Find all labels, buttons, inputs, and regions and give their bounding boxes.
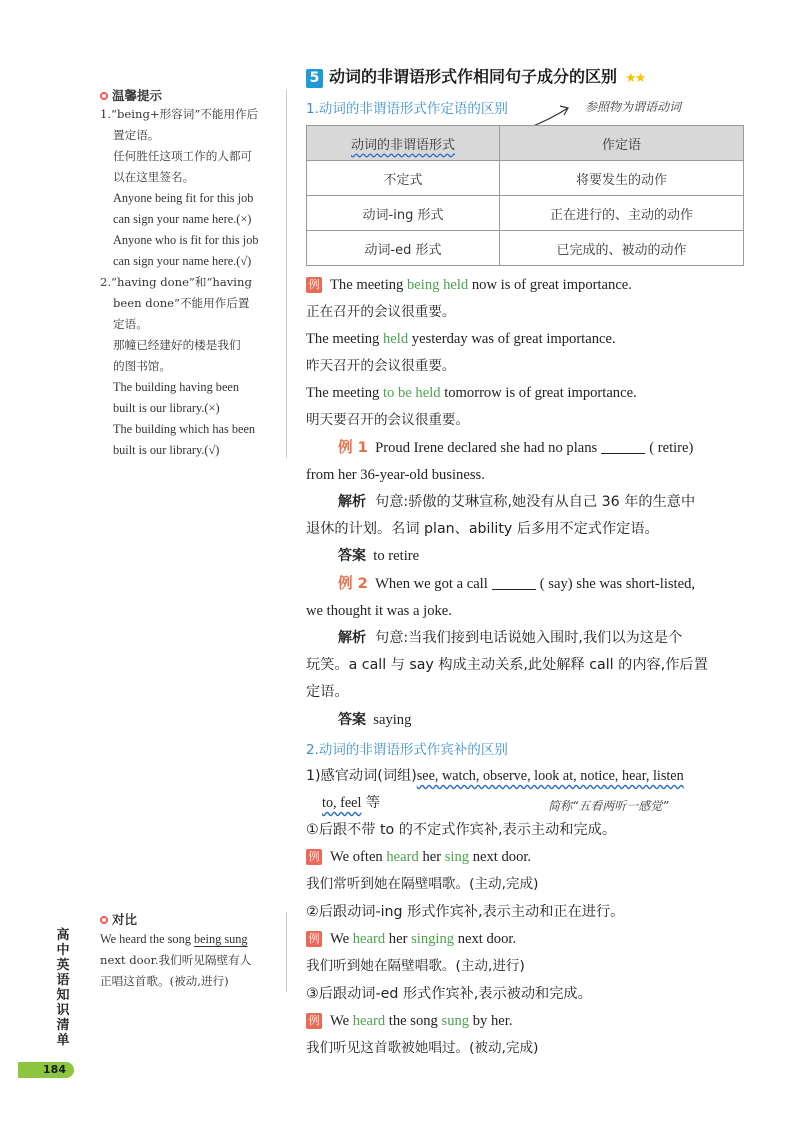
book-title-char: 高 — [56, 928, 70, 943]
sense-verbs-line: 1)感官动词(词组)see, watch, observe, look at, notice, hear, listen — [306, 768, 684, 784]
rule-3: ③后跟动词-ed 形式作宾补,表示被动和完成。 — [306, 986, 592, 1002]
part2-heading: 2.动词的非谓语形式作宾补的区别 — [306, 742, 508, 758]
answer-blank — [492, 589, 536, 590]
analysis-1: 解析 句意:骄傲的艾琳宣称,她没有从自己 36 年的生意中 — [338, 494, 696, 510]
tip-line: 定语。 — [113, 317, 148, 331]
part1-heading: 1.动词的非谓语形式作定语的区别 — [306, 101, 508, 117]
example-icon: 例 — [306, 849, 322, 865]
example-sentence: The meeting held yesterday was of great importance. — [306, 331, 616, 347]
compare-line: next door.我们听见隔壁有人 — [100, 953, 252, 967]
tip-line: 的图书馆。 — [113, 359, 171, 373]
answer-2: 答案 saying — [338, 712, 412, 728]
compare-underlined: being sung — [193, 932, 248, 946]
section-number: 5 — [306, 69, 323, 88]
book-title-vertical — [55, 928, 71, 1048]
example-translation: 明天要召开的会议很重要。 — [306, 412, 470, 428]
tip-line: 置定语。 — [113, 128, 160, 142]
question-1-cont: from her 36-year-old business. — [306, 467, 485, 483]
tip-line: been done”不能用作后置 — [113, 296, 250, 310]
example-translation: 正在召开的会议很重要。 — [306, 304, 456, 320]
book-title-char: 单 — [56, 1033, 70, 1048]
tip-heading — [100, 86, 162, 104]
table-header-cell: 作定语 — [500, 126, 744, 161]
question-2: 例 2 When we got a call ( say) she was short-listed, — [338, 575, 696, 592]
compare-line: 正唱这首歌。(被动,进行) — [100, 974, 229, 988]
tip-line: 那幢已经建好的楼是我们 — [113, 338, 241, 352]
book-title-char: 知 — [56, 988, 70, 1003]
table-cell: 已完成的、被动的动作 — [500, 231, 744, 266]
table-row — [307, 196, 744, 231]
book-title-char: 英 — [56, 958, 70, 973]
example-sentence: 例 The meeting being held now is of great importance. — [306, 275, 632, 295]
compare-heading — [100, 910, 137, 928]
compare-line — [100, 929, 251, 950]
table-row — [307, 161, 744, 196]
rule-1: ①后跟不带 to 的不定式作宾补,表示主动和完成。 — [306, 822, 617, 838]
table-cell: 不定式 — [307, 161, 500, 196]
tip-line: The building having been — [113, 380, 240, 394]
star-rating-icon: ★★ — [625, 71, 645, 86]
tip-body — [100, 104, 259, 461]
table-cell: 动词-ing 形式 — [307, 196, 500, 231]
example-sentence: 例 We heard the song sung by her. — [306, 1011, 512, 1031]
annotation-note: 参照物为谓语动词 — [585, 100, 682, 114]
annotation-note: 简称“五看两听一感觉” — [548, 799, 669, 813]
example-translation: 我们常听到她在隔壁唱歌。(主动,完成) — [306, 876, 539, 892]
tip-line: 2.“having done”和“having — [100, 275, 252, 289]
analysis-2-cont: 定语。 — [306, 684, 349, 700]
definition-table — [306, 125, 744, 266]
tip-line: The building which has been — [113, 422, 256, 436]
analysis-1-cont: 退休的计划。名词 plan、ability 后多用不定式作定语。 — [306, 521, 659, 537]
tip-line: can sign your name here.(√) — [113, 254, 252, 268]
example-translation: 我们听见这首歌被她唱过。(被动,完成) — [306, 1040, 539, 1056]
rule-2: ②后跟动词-ing 形式作宾补,表示主动和正在进行。 — [306, 904, 625, 920]
compare-body — [100, 929, 251, 992]
tip-line: built is our library.(√) — [113, 443, 220, 457]
book-title-char: 清 — [56, 1018, 70, 1033]
book-title-char: 识 — [56, 1003, 70, 1018]
compare-title: 对比 — [112, 912, 138, 927]
example-translation: 我们听到她在隔壁唱歌。(主动,进行) — [306, 958, 525, 974]
question-2-cont: we thought it was a joke. — [306, 603, 452, 619]
bullet-circle-icon — [100, 92, 108, 100]
tip-line: Anyone being fit for this job — [113, 191, 254, 205]
sidebar-divider — [286, 912, 287, 992]
compare-text: We heard the song — [100, 932, 194, 946]
table-header-row — [307, 126, 744, 161]
example-icon: 例 — [306, 1013, 322, 1029]
table-row — [307, 231, 744, 266]
question-1: 例 1 Proud Irene declared she had no plans ( retire) — [338, 439, 694, 456]
answer-1: 答案 to retire — [338, 548, 420, 564]
bullet-circle-icon — [100, 916, 108, 924]
table-cell: 将要发生的动作 — [500, 161, 744, 196]
tip-line: 以在这里签名。 — [113, 170, 195, 184]
example-sentence: 例 We often heard her sing next door. — [306, 847, 531, 867]
sidebar-divider — [286, 90, 287, 458]
example-icon: 例 — [306, 931, 322, 947]
tip-line: built is our library.(×) — [113, 401, 220, 415]
tip-line: 任何胜任这项工作的人都可 — [113, 149, 253, 163]
analysis-2-cont: 玩笑。a call 与 say 构成主动关系,此处解释 call 的内容,作后置 — [306, 657, 708, 673]
tip-line: 1.“being+形容词”不能用作后 — [100, 107, 259, 121]
book-title-char: 中 — [56, 943, 70, 958]
section-title: 动词的非谓语形式作相同句子成分的区别 — [329, 67, 618, 86]
table-cell: 正在进行的、主动的动作 — [500, 196, 744, 231]
example-icon: 例 — [306, 277, 322, 293]
example-sentence: The meeting to be held tomorrow is of great importance. — [306, 385, 637, 401]
answer-blank — [601, 453, 645, 454]
book-title-char: 语 — [56, 973, 70, 988]
page-number: 184 — [18, 1062, 74, 1078]
analysis-2: 解析 句意:当我们接到电话说她入围时,我们以为这是个 — [338, 630, 683, 646]
sense-verbs-line-cont: to, feel 等 — [322, 795, 381, 811]
table-header-cell: 动词的非谓语形式 — [307, 126, 500, 161]
tip-title: 温馨提示 — [112, 88, 163, 103]
tip-line: Anyone who is fit for this job — [113, 233, 259, 247]
example-translation: 昨天召开的会议很重要。 — [306, 358, 456, 374]
section-heading — [306, 64, 644, 88]
tip-line: can sign your name here.(×) — [113, 212, 252, 226]
table-cell: 动词-ed 形式 — [307, 231, 500, 266]
example-sentence: 例 We heard her singing next door. — [306, 929, 516, 949]
